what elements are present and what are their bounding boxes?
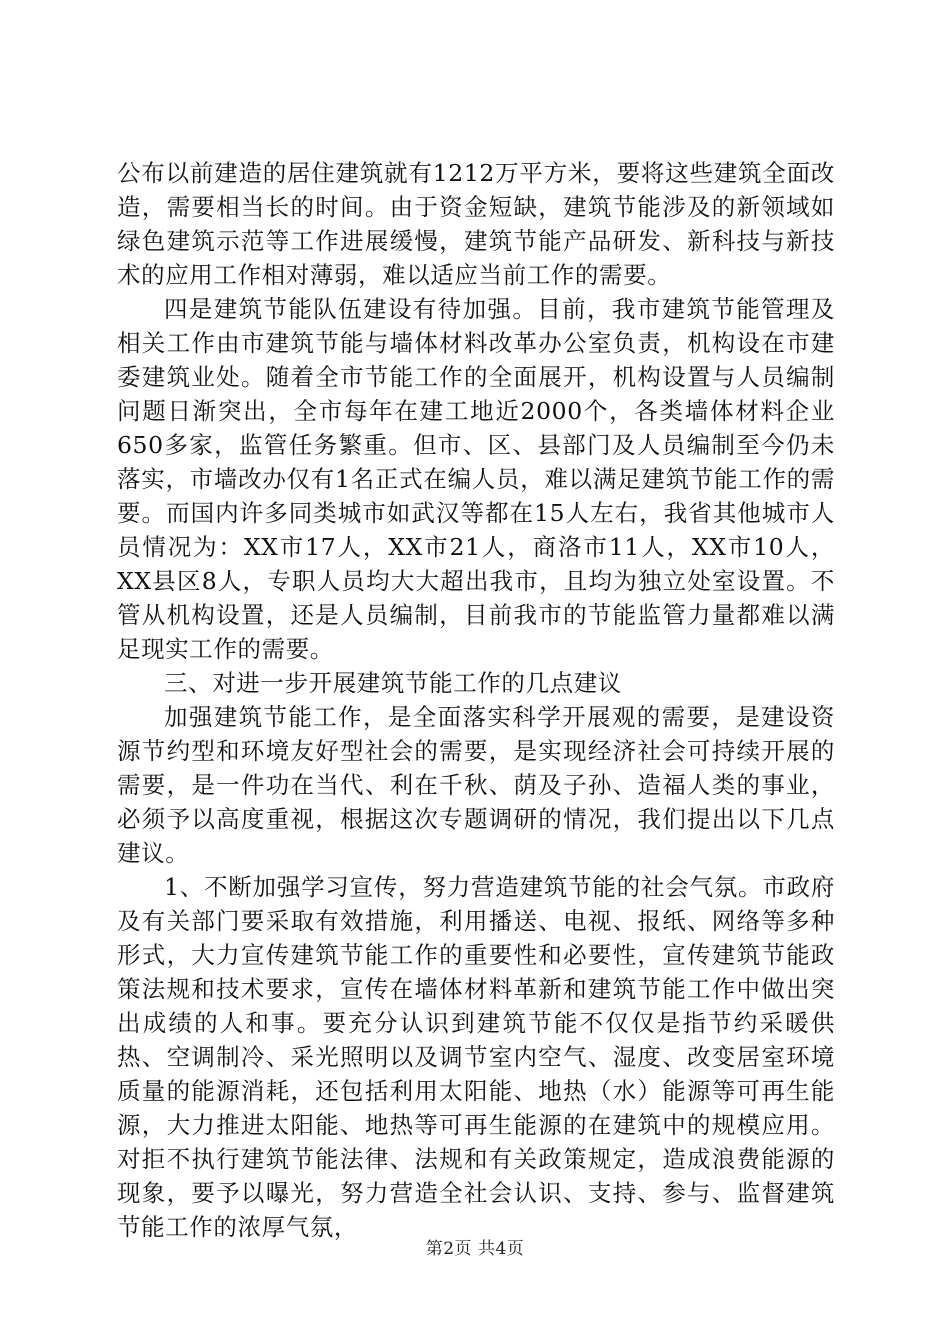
paragraph-continuation: 公布以前建造的居住建筑就有1212万平方米，要将这些建筑全面改造，需要相当长的时间。由于资金短缺，建筑节能涉及的新领域如绿色建筑示范等工作进展缓慢，建筑节能产品研发、新科技与新技术的应用工作相对薄弱，难以适应当前工作的需要。: [117, 159, 835, 289]
page-footer: 第2页 共4页: [425, 1239, 525, 1259]
paragraph-suggestion-1: 1、不断加强学习宣传，努力营造建筑节能的社会气氛。市政府及有关部门要采取有效措施，利用播送、电视、报纸、网络等多种形式，大力宣传建筑节能工作的重要性和必要性，宣传建筑节能政策法规和技术要求，宣传在墙体材料革新和建筑节能工作中做出突出成绩的人和事。要充分认识到建筑节能不仅仅是指节约采暖供热、空调制冷、采光照明以及调节室内空气、湿度、改变居室环境质量的能源消耗，还包括利用太阳能、地热（水）能源等可再生能源，大力推进太阳能、地热等可再生能源的在建筑中的规模应用。对拒不执行建筑节能法律、法规和有关政策规定，造成浪费能源的现象，要予以曝光，努力营造全社会认识、支持、参与、监督建筑节能工作的浓厚气氛，: [117, 873, 835, 1241]
paragraph-staffing: 四是建筑节能队伍建设有待加强。目前，我市建筑节能管理及相关工作由市建筑节能与墙体材料改革办公室负责，机构设在市建委建筑业处。随着全市节能工作的全面展开，机构设置与人员编制问题日渐突出，全市每年在建工地近2000个，各类墙体材料企业650多家，监管任务繁重。但市、区、县部门及人员编制至今仍未落实，市墙改办仅有1名正式在编人员，难以满足建筑节能工作的需要。而国内许多同类城市如武汉等都在15人左右，我省其他城市人员情况为：XX市17人，XX市21人，商洛市11人，XX市10人，XX县区8人，专职人员均大大超出我市，且均为独立处室设置。不管从机构设置，还是人员编制，目前我市的节能监管力量都难以满足现实工作的需要。: [117, 295, 835, 663]
paragraph-intro-suggestions: 加强建筑节能工作，是全面落实科学开展观的需要，是建设资源节约型和环境友好型社会的需要，是实现经济社会可持续开展的需要，是一件功在当代、利在千秋、荫及子孙、造福人类的事业，必须予以高度重视，根据这次专题调研的情况，我们提出以下几点建议。: [117, 703, 835, 867]
document-body: [117, 156, 835, 1244]
section-heading-suggestions: 三、对进一步开展建筑节能工作的几点建议: [164, 669, 622, 697]
